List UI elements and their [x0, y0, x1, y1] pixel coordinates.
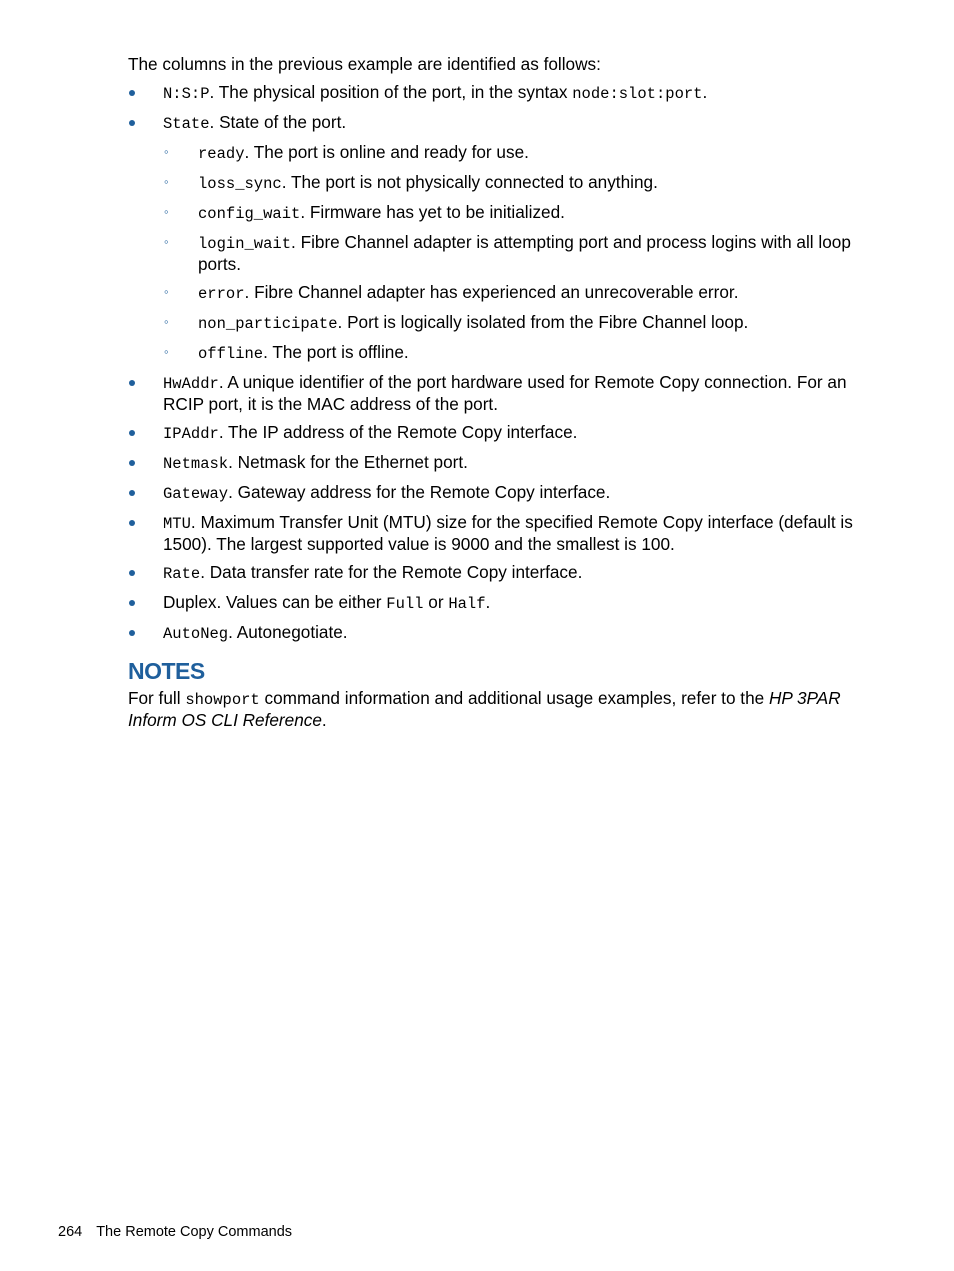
code-term: error: [198, 285, 245, 303]
code-term: loss_sync: [198, 175, 282, 193]
page-number: 264: [58, 1224, 83, 1240]
section-title: The Remote Copy Commands: [96, 1224, 293, 1240]
list-item-hwaddr: HwAddr. A unique identifier of the port hardware used for Remote Copy connection. For an RCIP port, it is the MAC address of the port.: [128, 372, 870, 414]
sub-item-config-wait: ◦ config_wait. Firmware has yet to be initialized.: [163, 202, 870, 224]
code-term: login_wait: [198, 235, 292, 253]
notes-heading: NOTES: [128, 658, 205, 684]
intro-text: The columns in the previous example are identified as follows:: [128, 54, 601, 74]
code-term: Netmask: [163, 455, 229, 473]
sub-item-ready: ◦ ready. The port is online and ready for use.: [163, 142, 870, 164]
code-term: Gateway: [163, 485, 229, 503]
code-term: non_participate: [198, 315, 338, 333]
columns-list: [128, 82, 870, 644]
list-item-duplex: Duplex. Values can be either Full or Half.: [128, 592, 870, 614]
state-sublist: [163, 142, 870, 364]
list-item-ipaddr: IPAddr. The IP address of the Remote Copy interface.: [128, 422, 870, 444]
code-term: IPAddr: [163, 425, 219, 443]
list-item-netmask: Netmask. Netmask for the Ethernet port.: [128, 452, 870, 474]
code-term: offline: [198, 345, 264, 363]
sub-item-offline: ◦ offline. The port is offline.: [163, 342, 870, 364]
list-item-mtu: MTU. Maximum Transfer Unit (MTU) size for the specified Remote Copy interface (default is 1500). The largest supported value is 9000 and the smallest is 100.: [128, 512, 870, 554]
sub-item-login-wait: ◦ login_wait. Fibre Channel adapter is attempting port and process logins with all loop ports.: [163, 232, 870, 274]
code-term: node:slot:port: [572, 85, 703, 103]
reference-title: HP 3PAR Inform OS CLI Reference: [128, 688, 841, 730]
code-term: AutoNeg: [163, 625, 229, 643]
page-footer: [58, 1223, 292, 1241]
sub-item-loss-sync: ◦ loss_sync. The port is not physically connected to anything.: [163, 172, 870, 194]
code-term: Half: [448, 595, 486, 613]
code-term: HwAddr: [163, 375, 219, 393]
list-item-gateway: Gateway. Gateway address for the Remote Copy interface.: [128, 482, 870, 504]
sub-item-error: ◦ error. Fibre Channel adapter has experienced an unrecoverable error.: [163, 282, 870, 304]
code-term: config_wait: [198, 205, 301, 223]
code-term: Full: [386, 595, 424, 613]
code-term: showport: [185, 691, 260, 709]
list-item-nsp: N:S:P. The physical position of the port, in the syntax node:slot:port.: [128, 82, 870, 104]
code-term: Rate: [163, 565, 201, 583]
page-content: [128, 54, 870, 730]
code-term: MTU: [163, 515, 191, 533]
code-term: N:S:P: [163, 85, 210, 103]
list-item-state: State. State of the port. ◦ ready. The port is online and ready for use. ◦ loss_sync. The port is not physically connected to anything. ◦ config_wait. Firmware has yet to be initialized. ◦ login_wait. Fibre Channel adapter is attempting port and process logins with all loop ports. ◦ error. Fibre Channel adapter has experienced an unrecoverable error. ◦ non_participate. Port is logically isolated from the Fibre Channel loop. ◦ offline. The port is offline.: [128, 112, 870, 364]
list-item-autoneg: AutoNeg. Autonegotiate.: [128, 622, 870, 644]
list-item-rate: Rate. Data transfer rate for the Remote Copy interface.: [128, 562, 870, 584]
sub-item-non-participate: ◦ non_participate. Port is logically isolated from the Fibre Channel loop.: [163, 312, 870, 334]
code-term: State: [163, 115, 210, 133]
notes-text: For full showport command information and additional usage examples, refer to the HP 3PAR Inform OS CLI Reference.: [128, 688, 841, 730]
code-term: ready: [198, 145, 245, 163]
